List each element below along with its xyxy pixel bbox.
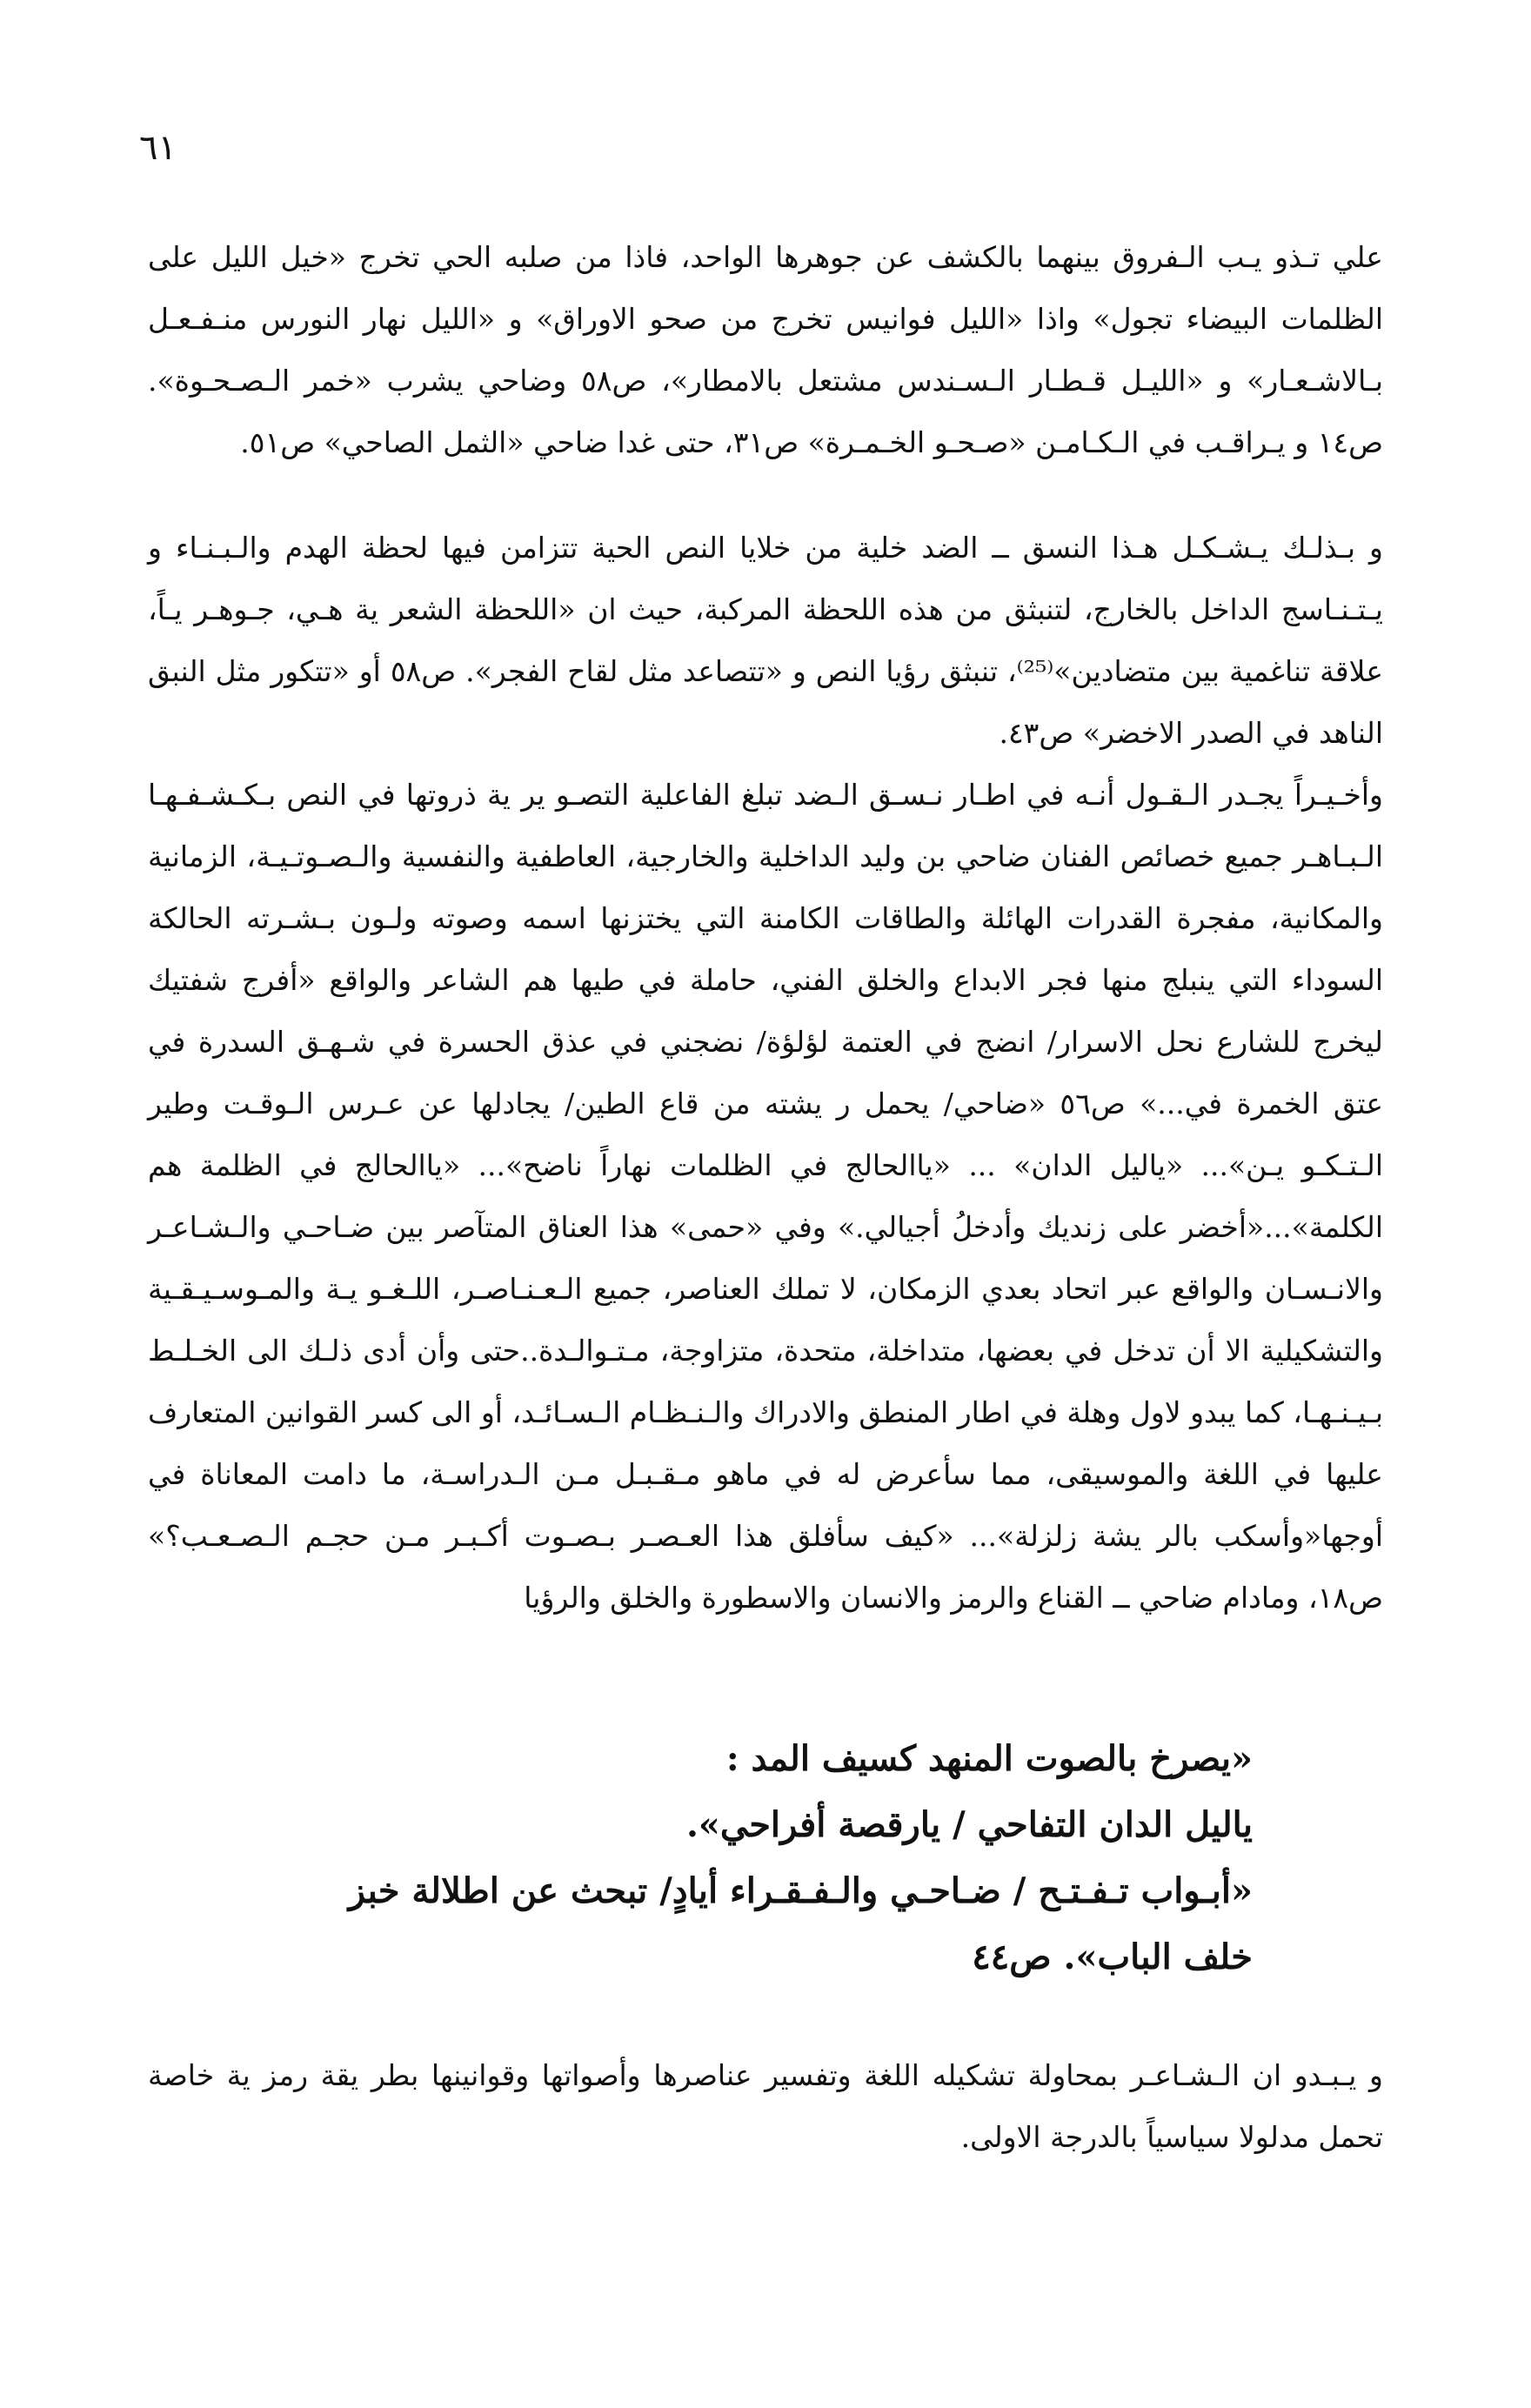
quoted-poem [148,1726,1383,1990]
page-content [148,226,1383,2168]
paragraph-2: و بـذلـك يـشـكـل هـذا النسق ــ الضد خلية من خلايا النص الحية تتزامن فيها لحظة الهدم والـبـنـاء و يـتـنـاسج الداخل بالخارج، لتنبثق من هذه اللحظة المركبة، حيث ان «اللحظة الشعر ية هـي، جـوهـر يـاً، علاقة تناغمية بين متضادين»⁽²⁵⁾، تنبثق رؤيا النص و «تتصاعد مثل لقاح الفجر». ص٥٨ أو «تتكور مثل النبق الناهد في الصدر الاخضر» ص٤٣. [148,531,1384,750]
page-number: ٦١ [139,128,177,168]
closing-paragraph: و يـبـدو ان الـشـاعـر بمحاولة تشكيله اللغة وتفسير عناصرها وأصواتها وقوانينها بطر يقة رمز ية خاصة تحمل مدلولا سياسياً بالدرجة الاولى. [148,2058,1383,2154]
poem-line-4: خلف الباب». ص٤٤ [972,1936,1253,1977]
paragraph-1: علي تـذو يـب الـفروق بينهما بالكشف عن جوهرها الواحد، فاذا من صلبه الحي تخرج «خيل الليل على الظلمات البيضاء تجول» واذا «الليل فوانيس تخرج من صحو الاوراق» و «الليل نهار النورس منـفـعـل بـالاشـعـار» و «الليـل قـطـار الـسـندس مشتعل بالامطار»، ص٥٨ وضاحي يشرب «خمر الـصـحـوة». ص١٤ و يـراقـب في الـكـامـن «صـحـو الخـمـرة» ص٣١، حتى غدا ضاحي «الثمل الصاحي» ص٥١. [148,240,1383,459]
poem-line-2: ياليل الدان التفاحي / يارقصة أفراحي». [685,1804,1253,1845]
paragraph-3: وأخـيـراً يجـدر الـقـول أنـه في اطـار نـسـق الـضد تبلغ الفاعلية التصـو ير ية ذروتها في النص بـكـشـفـهـا الـبـاهـر جميع خصائص الفنان ضاحي بن وليد الداخلية والخارجية، العاطفية والنفسية والـصـوتـيـة، الزمانية والمكانية، مفجرة القدرات الهائلة والطاقات الكامنة التي يختزنها اسمه وصوته ولـون بـشـرته الحالكة السوداء التي ينبلج منها فجر الابداع والخلق الفني، حاملة في طيها هم الشاعر والواقع «أفرج شفتيك ليخرج للشارع نحل الاسرار/ انضج في العتمة لؤلؤة/ نضجني في عذق الحسرة في شـهـق السدرة في عتق الخمرة في...» ص٥٦ «ضاحي/ يحمل ر يشته من قاع الطين/ يجادلها عن عـرس الـوقـت وطير الـتـكـو يـن»... «ياليل الدان» ... «ياالحالج في الظلمات نهاراً ناضح»... «ياالحالج في الظلمة هم الكلمة»...«أخضر على زنديك وأدخلُ أجيالي.» وفي «حمى» هذا العناق المتآصر بين ضـاحـي والـشـاعـر والانـسـان والواقع عبر اتحاد بعدي الزمكان، لا تملك العناصر، جميع الـعـنـاصـر، اللـغـو يـة والمـوسـيـقـية والتشكيلية الا أن تدخل في بعضها، متداخلة، متحدة، متزاوجة، مـتـوالـدة..حتى وأن أدى ذلـك الى الخـلـط بـيـنـهـا، كما يبدو لاول وهلة في اطار المنطق والادراك والـنـظـام الـسـائـد، أو الى كسر القوانين المتعارف عليها في اللغة والموسيقى، مما سأعرض له في ماهو مـقـبـل مـن الـدراسـة، ما دامت المعاناة في أوجها«وأسكب بالر يشة زلزلة»... «كيف سأفلق هذا العـصـر بـصـوت أكـبـر مـن حجـم الـصـعـب؟» ص١٨، ومادام ضاحي ــ القناع والرمز والانسان والاسطورة والخلق والرؤيا [148,778,1384,1615]
paragraph-spacer [148,473,1383,517]
poem-line-3: «أبـواب تـفـتـح / ضـاحـي والـفـقـراء أيادٍ/ تبحث عن اطلالة خبز [348,1870,1253,1911]
poem-line-1: «يصرخ بالصوت المنهد كسيف المد : [725,1738,1253,1779]
